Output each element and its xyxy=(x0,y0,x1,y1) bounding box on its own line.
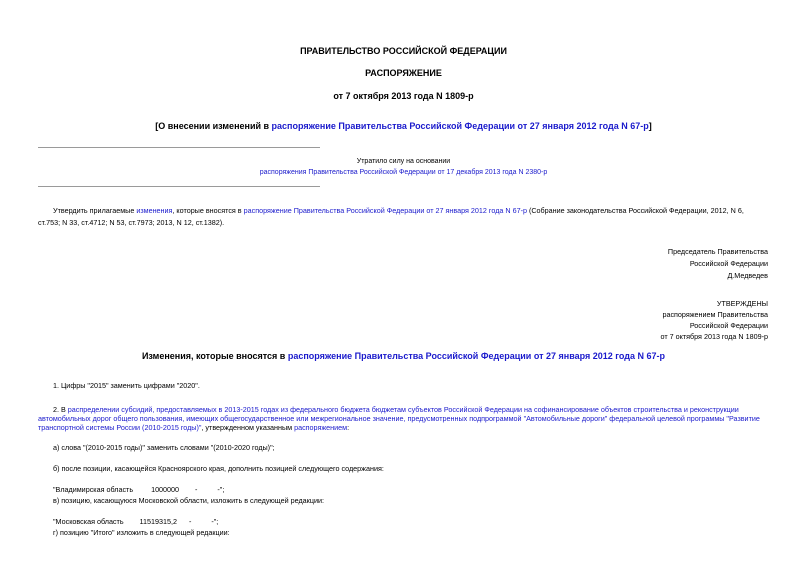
signature-line-1: Председатель Правительства xyxy=(667,247,768,256)
changes-title-prefix: Изменения, которые вносятся в xyxy=(141,351,288,361)
signature-line-3: Д.Медведев xyxy=(727,271,768,280)
item-a: а) слова "(2010-2015 годы)" заменить словами "(2010-2020 годы)"; xyxy=(53,443,275,452)
subject-bracket-close: ] xyxy=(648,121,652,131)
item-2-order-link[interactable]: распоряжением xyxy=(294,423,348,432)
approval-block xyxy=(661,298,769,342)
item-2-program-link[interactable]: транспортной системы России (2010-2015 годы)" xyxy=(38,423,202,432)
approval-line-4: от 7 октября 2013 года N 1809-р xyxy=(660,332,768,341)
lost-force-link[interactable]: распоряжения Правительства Российской Федерации от 17 декабря 2013 года N 2380-р xyxy=(259,169,548,176)
approval-line-2: распоряжением Правительства xyxy=(662,310,768,319)
document-date-number: от 7 октября 2013 года N 1809-р xyxy=(333,91,474,101)
lost-force-note: Утратило силу на основании xyxy=(356,158,451,165)
signature-line-2: Российской Федерации xyxy=(689,259,768,268)
item-g: г) позицию "Итого" изложить в следующей редакции: xyxy=(53,528,230,537)
item-2-line-2[interactable]: автомобильных дорог общего пользования, имеющих общегосударственное или межрегиональное значение, предусмотренных подпрограммой "Автомобильные дороги" федеральной целевой программы "Развитие xyxy=(38,414,760,423)
item-1: 1. Цифры "2015" заменить цифрами "2020". xyxy=(53,381,200,390)
document-type: РАСПОРЯЖЕНИЕ xyxy=(365,68,442,78)
item-b: б) после позиции, касающейся Красноярского края, дополнить позицией следующего содержания: xyxy=(53,464,384,473)
p1-text-a: Утвердить прилагаемые xyxy=(53,206,137,215)
divider-bottom xyxy=(38,186,320,187)
approval-line-1: УТВЕРЖДЕНЫ xyxy=(716,299,768,308)
item-moscow: "Московская область 11519315,2 - -"; xyxy=(53,517,219,526)
body-paragraph-1 xyxy=(53,205,744,217)
item-v: в) позицию, касающуюся Московской области, изложить в следующей редакции: xyxy=(53,496,324,505)
p1-text-c: (Собрание законодательства Российской Федерации, 2012, N 6, xyxy=(526,206,744,215)
document-subject xyxy=(0,121,807,131)
item-2-line-3 xyxy=(38,422,349,434)
item-2-link[interactable]: распределении субсидий, предоставляемых в 2013-2015 годах из федерального бюджета бюджетам субъектов Российской Федерации на софинансирование объектов строительства и реконструкции xyxy=(67,405,739,414)
item-2-number: 2. В xyxy=(53,405,68,414)
changes-title-link[interactable]: распоряжение Правительства Российской Федерации от 27 января 2012 года N 67-р xyxy=(287,351,666,361)
item-2-mid: , утвержденном указанным xyxy=(201,423,295,432)
changes-title xyxy=(0,351,807,361)
subject-bracket-open: [ xyxy=(155,121,159,131)
item-vladimir: "Владимирская область 1000000 - -"; xyxy=(53,485,225,494)
subject-prefix: О внесении изменений в xyxy=(158,121,272,131)
p1-link-changes[interactable]: изменения xyxy=(136,206,173,215)
p1-text-b: , которые вносятся в xyxy=(172,206,244,215)
body-paragraph-1-line2: ст.753; N 33, ст.4712; N 53, ст.7973; 2013, N 12, ст.1382). xyxy=(38,218,225,227)
divider-top xyxy=(38,147,320,148)
signature-block xyxy=(668,246,768,282)
subject-link[interactable]: распоряжение Правительства Российской Федерации от 27 января 2012 года N 67-р xyxy=(271,121,649,131)
government-heading: ПРАВИТЕЛЬСТВО РОССИЙСКОЙ ФЕДЕРАЦИИ xyxy=(300,46,507,56)
p1-link-order[interactable]: распоряжение Правительства Российской Федерации от 27 января 2012 года N 67-р xyxy=(243,206,527,215)
item-2-end: : xyxy=(347,423,350,432)
approval-line-3: Российской Федерации xyxy=(689,321,768,330)
